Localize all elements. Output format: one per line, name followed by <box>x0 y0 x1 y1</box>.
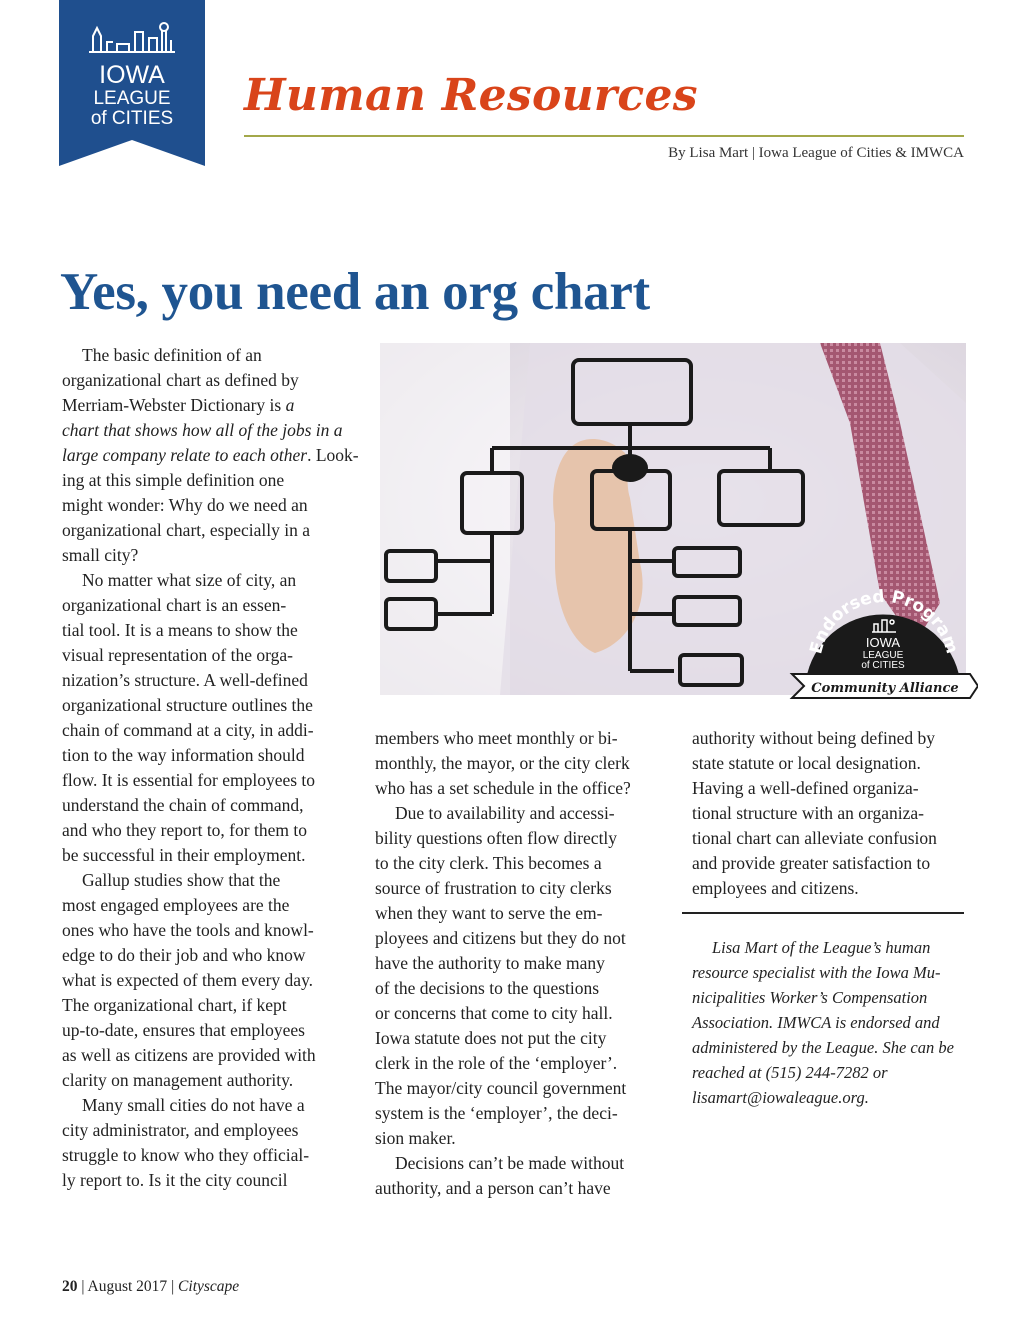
seal-ribbon-text: Community Alliance <box>811 681 959 696</box>
text-line: tial tool. It is a means to show the <box>62 620 298 640</box>
text-line: Iowa statute does not put the city <box>375 1028 607 1048</box>
text-line: No matter what size of city, an <box>82 570 297 590</box>
text-line: Merriam-Webster Dictionary is a <box>62 395 295 415</box>
logo-text-league: LEAGUE <box>93 88 171 109</box>
text-line: ones who have the tools and knowl- <box>62 920 314 940</box>
text-line: understand the chain of command, <box>62 795 304 815</box>
text-line: and provide greater satisfaction to <box>692 853 931 873</box>
text-line: what is expected of them every day. <box>62 970 314 990</box>
article-headline: Yes, you need an org chart <box>60 263 650 321</box>
text-line: organizational structure outlines the <box>62 695 313 715</box>
text-line: flow. It is essential for employees to <box>62 770 316 790</box>
text-line: sion maker. <box>375 1128 456 1148</box>
author-bio <box>692 935 967 1110</box>
iowa-league-logo-banner <box>59 0 205 166</box>
logo-text-iowa: IOWA <box>99 61 165 89</box>
article-column-2 <box>375 726 675 1201</box>
endorsed-program-seal <box>788 580 978 702</box>
bio-line: reached at (515) 244-7282 or <box>692 1063 888 1082</box>
seal-ribbon <box>792 674 978 698</box>
text-line: and who they report to, for them to <box>62 820 307 840</box>
text-line: organizational chart is an essen- <box>62 595 287 615</box>
text-line: up-to-date, ensures that employees <box>62 1020 305 1040</box>
seal-arc-text: Endorsed Program <box>806 586 962 657</box>
section-title: Human Resources <box>244 70 698 121</box>
text-line: small city? <box>62 545 139 565</box>
text-line: tion to the way information should <box>62 745 305 765</box>
text-line: source of frustration to city clerks <box>375 878 612 898</box>
text-line: or concerns that come to city hall. <box>375 1003 613 1023</box>
text-line: members who meet monthly or bi- <box>375 728 618 748</box>
bio-line: nicipalities Worker’s Compensation <box>692 988 928 1007</box>
text-line: Many small cities do not have a <box>82 1095 305 1115</box>
byline: By Lisa Mart | Iowa League of Cities & IMWCA <box>668 145 964 161</box>
seal-text-of-cities: of CITIES <box>861 660 905 671</box>
text-line: Having a well-defined organiza- <box>692 778 919 798</box>
text-line: have the authority to make many <box>375 953 605 973</box>
page-footer <box>62 1278 239 1296</box>
text-line: ly report to. Is it the city council <box>62 1170 288 1190</box>
bio-divider <box>682 912 964 914</box>
text-line: clerk in the role of the ‘employer’. <box>375 1053 618 1073</box>
text-line: tional chart can alleviate confusion <box>692 828 937 848</box>
seal-text-league: LEAGUE <box>862 650 904 661</box>
text-line: nization’s structure. A well-defined <box>62 670 308 690</box>
issue-date: August 2017 <box>87 1278 168 1295</box>
bio-line: resource specialist with the Iowa Mu- <box>692 963 941 982</box>
text-line: monthly, the mayor, or the city clerk <box>375 753 630 773</box>
text-line: might wonder: Why do we need an <box>62 495 308 515</box>
article-column-1 <box>62 343 359 1193</box>
text-line: authority, and a person can’t have <box>375 1178 611 1198</box>
text-line: employees and citizens. <box>692 878 859 898</box>
text-line: be successful in their employment. <box>62 845 306 865</box>
text-line: Decisions can’t be made without <box>395 1153 625 1173</box>
text-line: of the decisions to the questions <box>375 978 600 998</box>
text-line: bility questions often flow directly <box>375 828 618 848</box>
bio-line: administered by the League. She can be <box>692 1038 954 1057</box>
footer-separator: | <box>171 1278 175 1295</box>
title-divider <box>244 135 964 137</box>
text-line: ployees and citizens but they do not <box>375 928 626 948</box>
text-line: to the city clerk. This becomes a <box>375 853 602 873</box>
text-line: visual representation of the orga- <box>62 645 293 665</box>
text-line: state statute or local designation. <box>692 753 921 773</box>
text-line: who has a set schedule in the office? <box>375 778 631 798</box>
text-line: chart that shows how all of the jobs in a <box>62 420 343 440</box>
text-line: authority without being defined by <box>692 728 936 748</box>
page-number: 20 <box>62 1278 78 1295</box>
text-line: as well as citizens are provided with <box>62 1045 316 1065</box>
author-email[interactable]: lisamart@iowaleague.org. <box>692 1088 869 1107</box>
text-line: large company relate to each other. Look- <box>62 445 359 465</box>
text-line: city administrator, and employees <box>62 1120 299 1140</box>
bio-line: Association. IMWCA is endorsed and <box>692 1013 940 1032</box>
article-column-3 <box>692 726 967 1110</box>
text-line: The mayor/city council government <box>375 1078 627 1098</box>
seal-text-iowa: IOWA <box>865 635 901 650</box>
text-line: most engaged employees are the <box>62 895 290 915</box>
text-line: organizational chart as defined by <box>62 370 299 390</box>
text-line: Gallup studies show that the <box>82 870 281 890</box>
text-line: when they want to serve the em- <box>375 903 603 923</box>
publication-name: Cityscape <box>178 1278 240 1295</box>
text-line: The basic definition of an <box>82 345 262 365</box>
text-line: edge to do their job and who know <box>62 945 306 965</box>
logo-text-of-cities: of CITIES <box>90 108 174 129</box>
footer-separator: | <box>81 1278 85 1295</box>
text-line: struggle to know who they official- <box>62 1145 310 1165</box>
text-line: tional structure with an organiza- <box>692 803 924 823</box>
text-line: clarity on management authority. <box>62 1070 294 1090</box>
text-line: chain of command at a city, in addi- <box>62 720 314 740</box>
text-line: Due to availability and accessi- <box>395 803 615 823</box>
bio-line: Lisa Mart of the League’s human <box>712 938 931 957</box>
text-line: The organizational chart, if kept <box>62 995 287 1015</box>
text-line: system is the ‘employer’, the deci- <box>375 1103 618 1123</box>
text-line: organizational chart, especially in a <box>62 520 310 540</box>
text-line: ing at this simple definition one <box>62 470 285 490</box>
